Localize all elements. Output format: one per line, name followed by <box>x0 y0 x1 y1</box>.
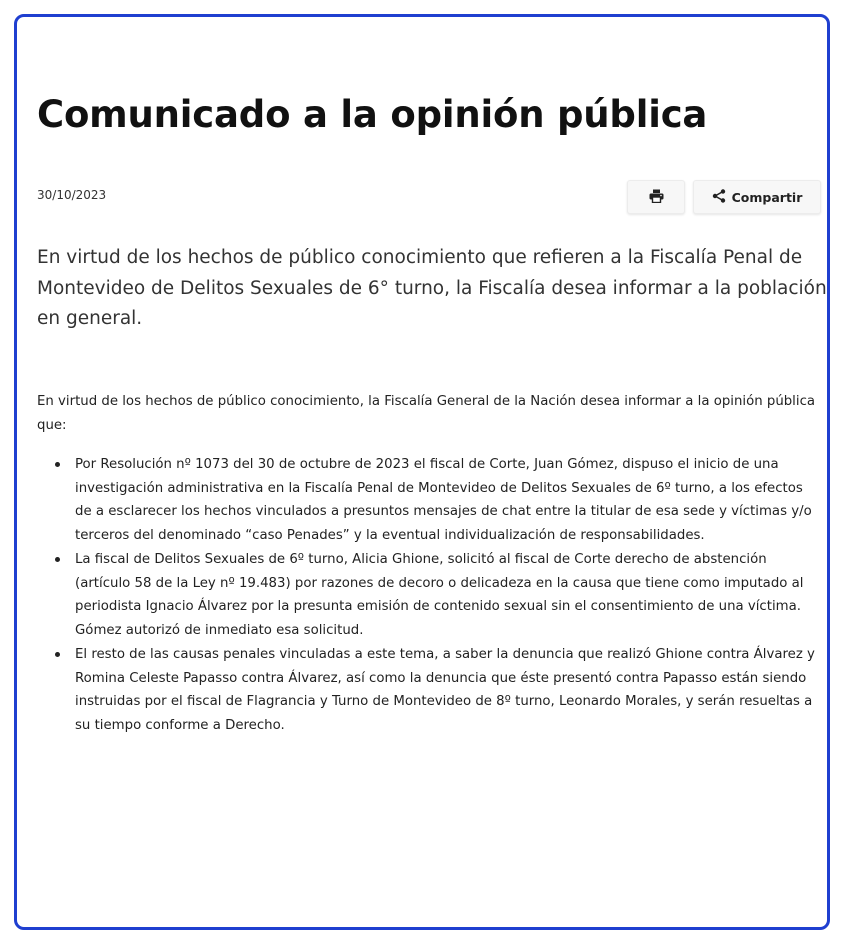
lead-paragraph: En virtud de los hechos de público conocimiento que refieren a la Fiscalía Penal de Montevideo de Delitos Sexuales de 6° turno, la Fiscalía desea informar a la población en general. <box>37 247 827 329</box>
publication-date: 30/10/2023 <box>37 188 107 202</box>
list-item <box>75 643 822 737</box>
list-item <box>75 453 822 547</box>
share-button[interactable] <box>693 180 821 214</box>
article-card <box>14 14 830 930</box>
bullet-dot <box>55 557 60 562</box>
list-item-text: La fiscal de Delitos Sexuales de 6º turno, Alicia Ghione, solicitó al fiscal de Corte derecho de abstención (artículo 58 de la Ley nº 19.483) por razones de decoro o delicadeza en la causa que tiene como imputado al periodista Ignacio Álvarez por la presunta emisión de contenido sexual sin el consentimiento de una víctima. Gómez autorizó de inmediato esa solicitud. <box>75 552 804 638</box>
bullet-dot <box>55 652 60 657</box>
list-item-text: El resto de las causas penales vinculadas a este tema, a saber la denuncia que realizó Ghione contra Álvarez y Romina Celeste Papasso contra Álvarez, así como la denuncia que éste presentó contra Papasso están siendo instruidas por el fiscal de Flagrancia y Turno de Montevideo de 8º turno, Leonardo Morales, y serán resueltas a su tiempo conforme a Derecho. <box>75 647 815 733</box>
list-item-text: Por Resolución nº 1073 del 30 de octubre de 2023 el fiscal de Corte, Juan Gómez, dispuso el inicio de una investigación administrativa en la Fiscalía Penal de Montevideo de Delitos Sexuales de 6º turno, a los efectos de a esclarecer los hechos vinculados a presuntos mensajes de chat entre la titular de esa sede y víctimas y/o terceros del denominado “caso Penades” y la eventual individualización de responsabilidades. <box>75 457 812 543</box>
share-label: Compartir <box>731 189 803 205</box>
list-item <box>75 548 822 642</box>
intro-paragraph: En virtud de los hechos de público conocimiento, la Fiscalía General de la Nación desea informar a la opinión pública que: <box>37 394 816 433</box>
share-icon <box>712 189 732 206</box>
page-title: Comunicado a la opinión pública <box>37 93 708 136</box>
print-button[interactable] <box>627 180 685 214</box>
printer-icon <box>649 188 664 207</box>
bullet-dot <box>55 462 60 467</box>
bullet-list <box>37 453 822 738</box>
